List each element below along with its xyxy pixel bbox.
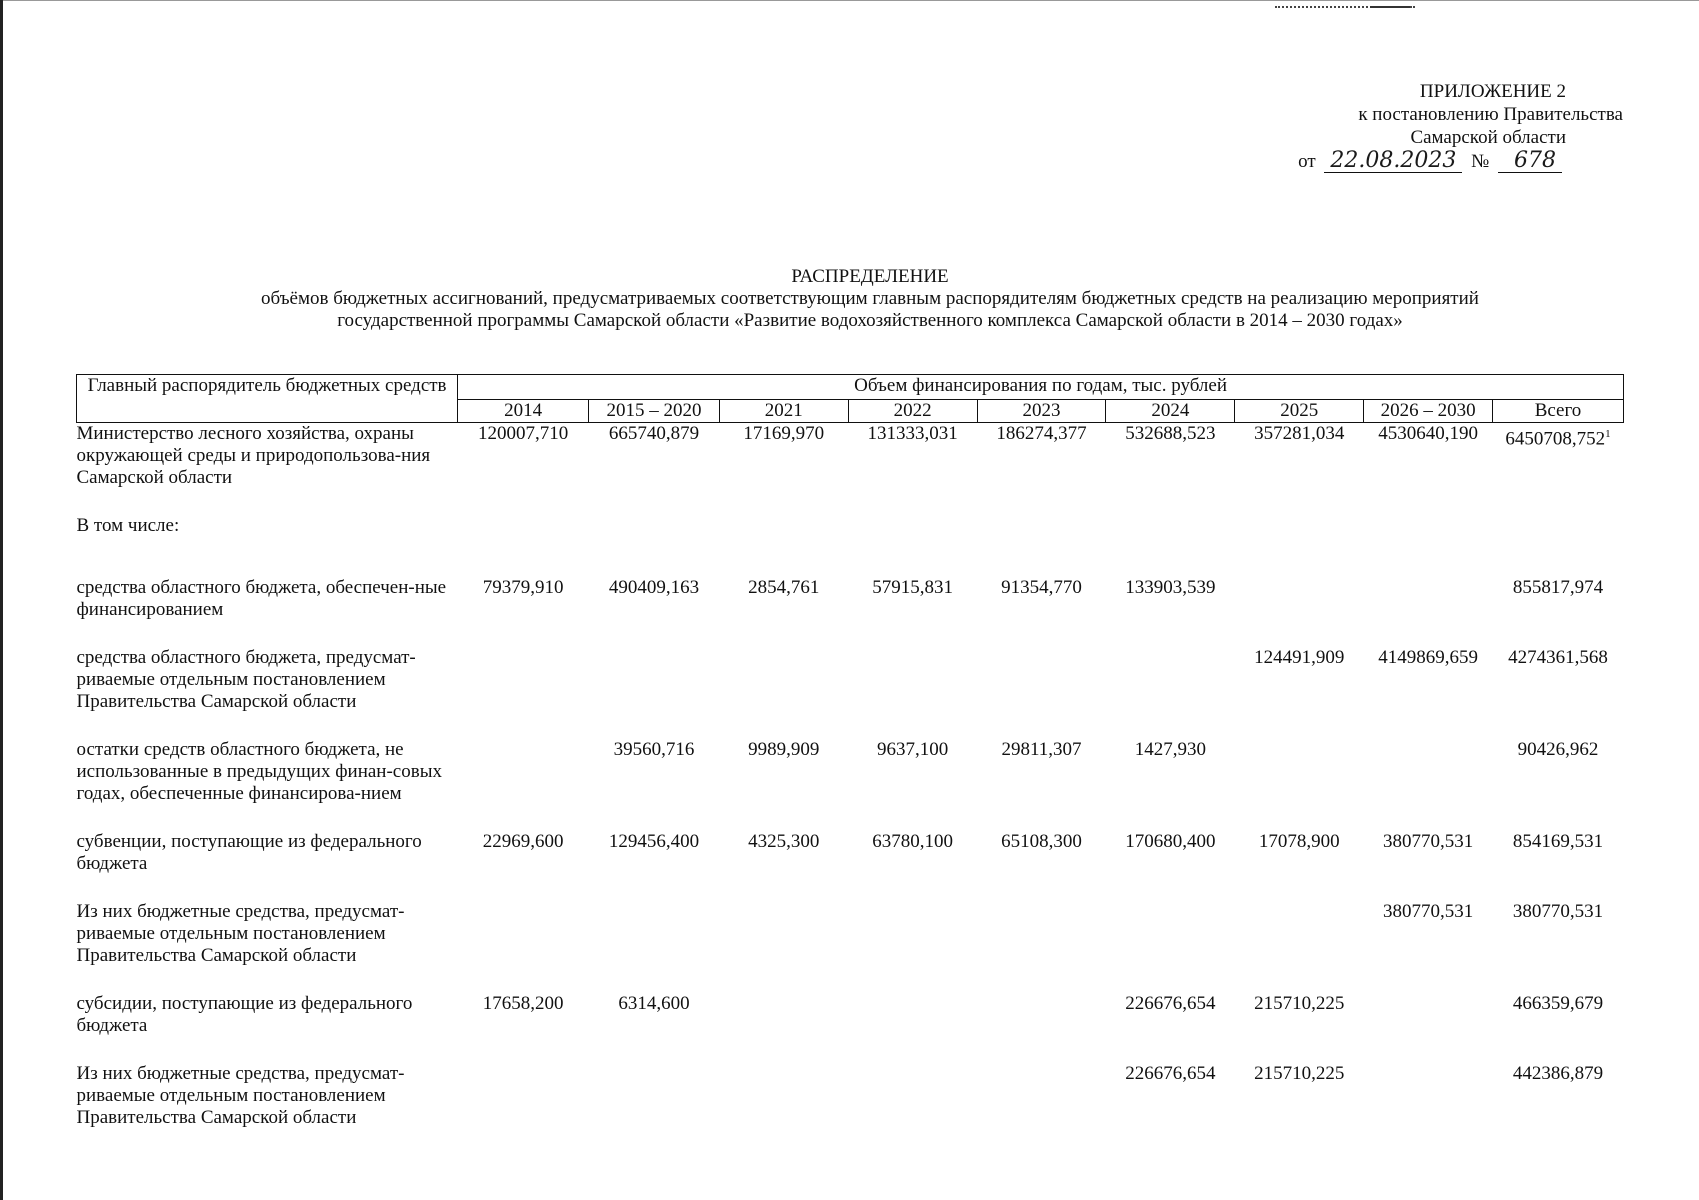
cell-value: 9989,909 <box>748 739 820 760</box>
header-year: 2022 <box>848 400 977 423</box>
cell-value <box>1235 739 1364 805</box>
appendix-ref: к постановлению Правительства <box>1358 104 1623 125</box>
appendix-title: ПРИЛОЖЕНИЕ 2 <box>1419 81 1566 102</box>
row-label: Министерство лесного хозяйства, охраны окружающей среды и природопользова-ния Самарской области <box>76 423 431 488</box>
cell-value <box>1106 901 1235 967</box>
cell-value <box>1364 577 1493 621</box>
row-label: субвенции, поступающие из федерального бюджета <box>76 831 422 874</box>
cell-value <box>1364 993 1493 1037</box>
cell-value <box>1106 647 1235 713</box>
number-prefix: № <box>1471 151 1490 172</box>
cell-value: 380770,531 <box>1382 901 1474 922</box>
header-year: 2026 – 2030 <box>1364 400 1493 423</box>
cell-value: 532688,523 <box>1125 423 1216 444</box>
date-prefix: от <box>1298 151 1316 172</box>
footnote-mark: 1 <box>1605 428 1611 440</box>
cell-value <box>977 993 1106 1037</box>
cell-total: 466359,679 <box>1512 993 1604 1014</box>
cell-value <box>1235 901 1364 967</box>
table-row <box>77 739 1624 805</box>
cell-value: 9637,100 <box>876 739 949 760</box>
row-label: Из них бюджетные средства, предусмат-риваемые отдельным постановлением Правительства Самарской области <box>76 901 405 966</box>
cell-value <box>977 1063 1106 1129</box>
table-row <box>77 647 1624 713</box>
top-border <box>0 0 1699 1</box>
cell-value: 29811,307 <box>1001 739 1082 760</box>
header-year: 2025 <box>1235 400 1364 423</box>
cell-value: 131333,031 <box>867 423 958 444</box>
row-label: остатки средств областного бюджета, не использованные в предыдущих финан-совых годах, обеспеченные финансирова-нием <box>76 739 442 804</box>
table-header <box>77 375 1624 423</box>
left-scan-edge <box>0 0 3 1200</box>
cell-value: 79379,910 <box>482 577 564 598</box>
row-label: Из них бюджетные средства, предусмат-риваемые отдельным постановлением Правительства Самарской области <box>76 1063 405 1128</box>
cell-value: 17078,900 <box>1258 831 1340 852</box>
header-funding-span: Объем финансирования по годам, тыс. рублей <box>458 375 1624 400</box>
cell-value: 4530640,190 <box>1378 423 1478 444</box>
cell-value <box>719 901 848 967</box>
table-row <box>77 993 1624 1037</box>
cell-value: 380770,531 <box>1382 831 1474 852</box>
table-row <box>77 577 1624 621</box>
header-year: 2021 <box>719 400 848 423</box>
cell-value: 133903,539 <box>1125 577 1216 598</box>
cell-value: 17169,970 <box>743 423 825 444</box>
appendix-date-line <box>1298 149 1623 173</box>
cell-value <box>977 901 1106 967</box>
handwritten-date: 22.08.2023 <box>1324 149 1462 173</box>
table-row <box>77 489 1624 551</box>
appendix-header <box>1298 80 1623 173</box>
cell-value <box>589 901 720 967</box>
cell-total: 855817,974 <box>1512 577 1604 598</box>
cell-total: 90426,962 <box>1517 739 1599 760</box>
header-main-distributor: Главный распорядитель бюджетных средств <box>77 375 458 423</box>
header-year: 2014 <box>458 400 589 423</box>
cell-value: 22969,600 <box>482 831 564 852</box>
cell-value <box>719 993 848 1037</box>
total-value: 6450708,752 <box>1505 428 1606 450</box>
cell-value: 215710,225 <box>1254 1063 1345 1084</box>
header-year: 2024 <box>1106 400 1235 423</box>
cell-value <box>458 647 589 713</box>
row-label: В том числе: <box>76 515 180 536</box>
row-label: субсидии, поступающие из федерального бюджета <box>76 993 413 1036</box>
header-year: 2015 – 2020 <box>589 400 720 423</box>
cell-value: 39560,716 <box>613 739 695 760</box>
funding-table <box>76 374 1624 1129</box>
header-total: Всего <box>1493 400 1624 423</box>
cell-value: 215710,225 <box>1254 993 1345 1014</box>
cell-value <box>1235 577 1364 621</box>
cell-value: 357281,034 <box>1254 423 1345 444</box>
cell-total: 380770,531 <box>1512 901 1604 922</box>
cell-total: 442386,879 <box>1512 1063 1604 1084</box>
cell-value: 91354,770 <box>1001 577 1082 598</box>
table-row <box>77 423 1624 490</box>
cell-value: 124491,909 <box>1254 647 1345 668</box>
cell-value: 57915,831 <box>872 577 953 598</box>
cell-value: 226676,654 <box>1125 993 1216 1014</box>
table-row <box>77 901 1624 967</box>
cell-value: 665740,879 <box>608 423 700 444</box>
cell-value <box>719 1063 848 1129</box>
cell-value <box>458 901 589 967</box>
cell-value <box>977 647 1106 713</box>
handwritten-number: 678 <box>1498 149 1562 173</box>
cell-value: 490409,163 <box>608 577 700 598</box>
cell-value <box>458 739 589 805</box>
cell-value: 63780,100 <box>872 831 953 852</box>
title-heading: РАСПРЕДЕЛЕНИЕ <box>791 266 949 287</box>
cell-value <box>848 647 977 713</box>
cell-value: 1427,930 <box>1134 739 1206 760</box>
cell-value: 120007,710 <box>477 423 569 444</box>
cell-value: 226676,654 <box>1125 1063 1216 1084</box>
row-label: средства областного бюджета, обеспечен-ные финансированием <box>76 577 447 620</box>
cell-value: 17658,200 <box>482 993 564 1014</box>
header-year: 2023 <box>977 400 1106 423</box>
cell-value <box>589 1063 720 1129</box>
cell-value <box>719 647 848 713</box>
cell-value: 6314,600 <box>618 993 690 1014</box>
appendix-region: Самарской области <box>1410 127 1566 148</box>
title-line-2: государственной программы Самарской области «Развитие водохозяйственного комплекса Самарской области в 2014 – 2030 годах» <box>337 310 1403 331</box>
title-line-1: объёмов бюджетных ассигнований, предусматриваемых соответствующим главным распорядителям бюджетных средств на реализацию мероприятий <box>261 288 1479 309</box>
table-body <box>77 423 1624 1130</box>
cell-value: 129456,400 <box>608 831 700 852</box>
table-row <box>77 831 1624 875</box>
cell-value: 170680,400 <box>1125 831 1216 852</box>
document-title <box>140 266 1600 332</box>
cell-value: 4149869,659 <box>1378 647 1478 668</box>
cell-value <box>848 993 977 1037</box>
cell-value <box>458 1063 589 1129</box>
cell-total <box>1493 423 1624 490</box>
table-row <box>77 1063 1624 1129</box>
cell-total: 854169,531 <box>1512 831 1604 852</box>
cell-value: 186274,377 <box>996 423 1087 444</box>
cell-value: 65108,300 <box>1001 831 1082 852</box>
cell-value <box>848 1063 977 1129</box>
cell-value <box>848 901 977 967</box>
cell-value <box>589 647 720 713</box>
cell-value <box>1364 1063 1493 1129</box>
cell-value: 4325,300 <box>748 831 820 852</box>
cell-value: 2854,761 <box>748 577 820 598</box>
scan-artifact <box>1370 6 1410 8</box>
cell-value <box>1364 739 1493 805</box>
row-label: средства областного бюджета, предусмат-риваемые отдельным постановлением Правительства Самарской области <box>76 647 416 712</box>
cell-total: 4274361,568 <box>1508 647 1608 668</box>
